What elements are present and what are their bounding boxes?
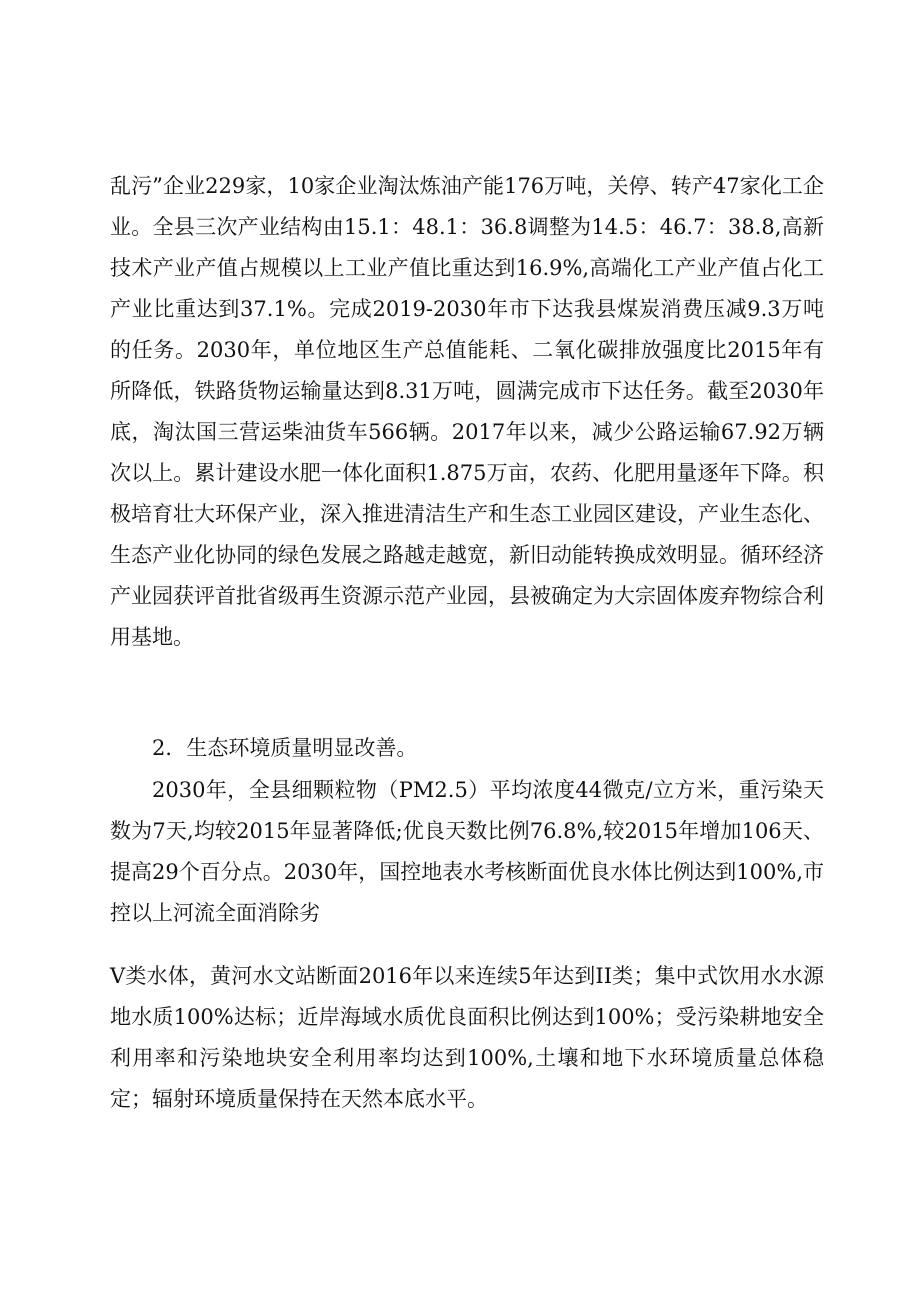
section-heading-text: 2．生态环境质量明显改善。	[152, 736, 418, 760]
paragraph-text: 2030年，全县细颗粒物（PM2.5）平均浓度44微克/立方米，重污染天数为7天,均较2015年显著降低;优良天数比例76.8%,较2015年增加106天、提高29个百分点。2030年，国控地表水考核断面优良水体比例达到100%,市控以上河流全面消除劣	[110, 778, 824, 925]
body-paragraph-water-soil	[110, 956, 824, 1120]
section-heading	[110, 728, 824, 769]
paragraph-text: V类水体，黄河水文站断面2016年以来连续5年达到II类；集中式饮用水水源地水质100%达标；近岸海域水质优良面积比例达到100%；受污染耕地安全利用率和污染地块安全利用率均达到100%,土壤和地下水环境质量总体稳定；辐射环境质量保持在天然本底水平。	[110, 964, 824, 1111]
body-paragraph-industry	[110, 166, 824, 658]
paragraph-text: 乱污”企业229家，10家企业淘汰炼油产能176万吨，关停、转产47家化工企业。全县三次产业结构由15.1：48.1：36.8调整为14.5：46.7：38.8,高新技术产业产值占规模以上工业产值比重达到16.9%,高端化工产业产值占化工产业比重达到37.1%。完成2019-2030年市下达我县煤炭消费压减9.3万吨的任务。2030年，单位地区生产总值能耗、二氧化碳排放强度比2015年有所降低，铁路货物运输量达到8.31万吨，圆满完成市下达任务。截至2030年底，淘汰国三营运柴油货车566辆。2017年以来，减少公路运输67.92万辆次以上。累计建设水肥一体化面积1.875万亩，农药、化肥用量逐年下降。积极培育壮大环保产业，深入推进清洁生产和生态工业园区建设，产业生态化、生态产业化协同的绿色发展之路越走越宽，新旧动能转换成效明显。循环经济产业园获评首批省级再生资源示范产业园，县被确定为大宗固体废弃物综合利用基地。	[110, 174, 824, 649]
body-paragraph-air-water	[110, 770, 824, 934]
